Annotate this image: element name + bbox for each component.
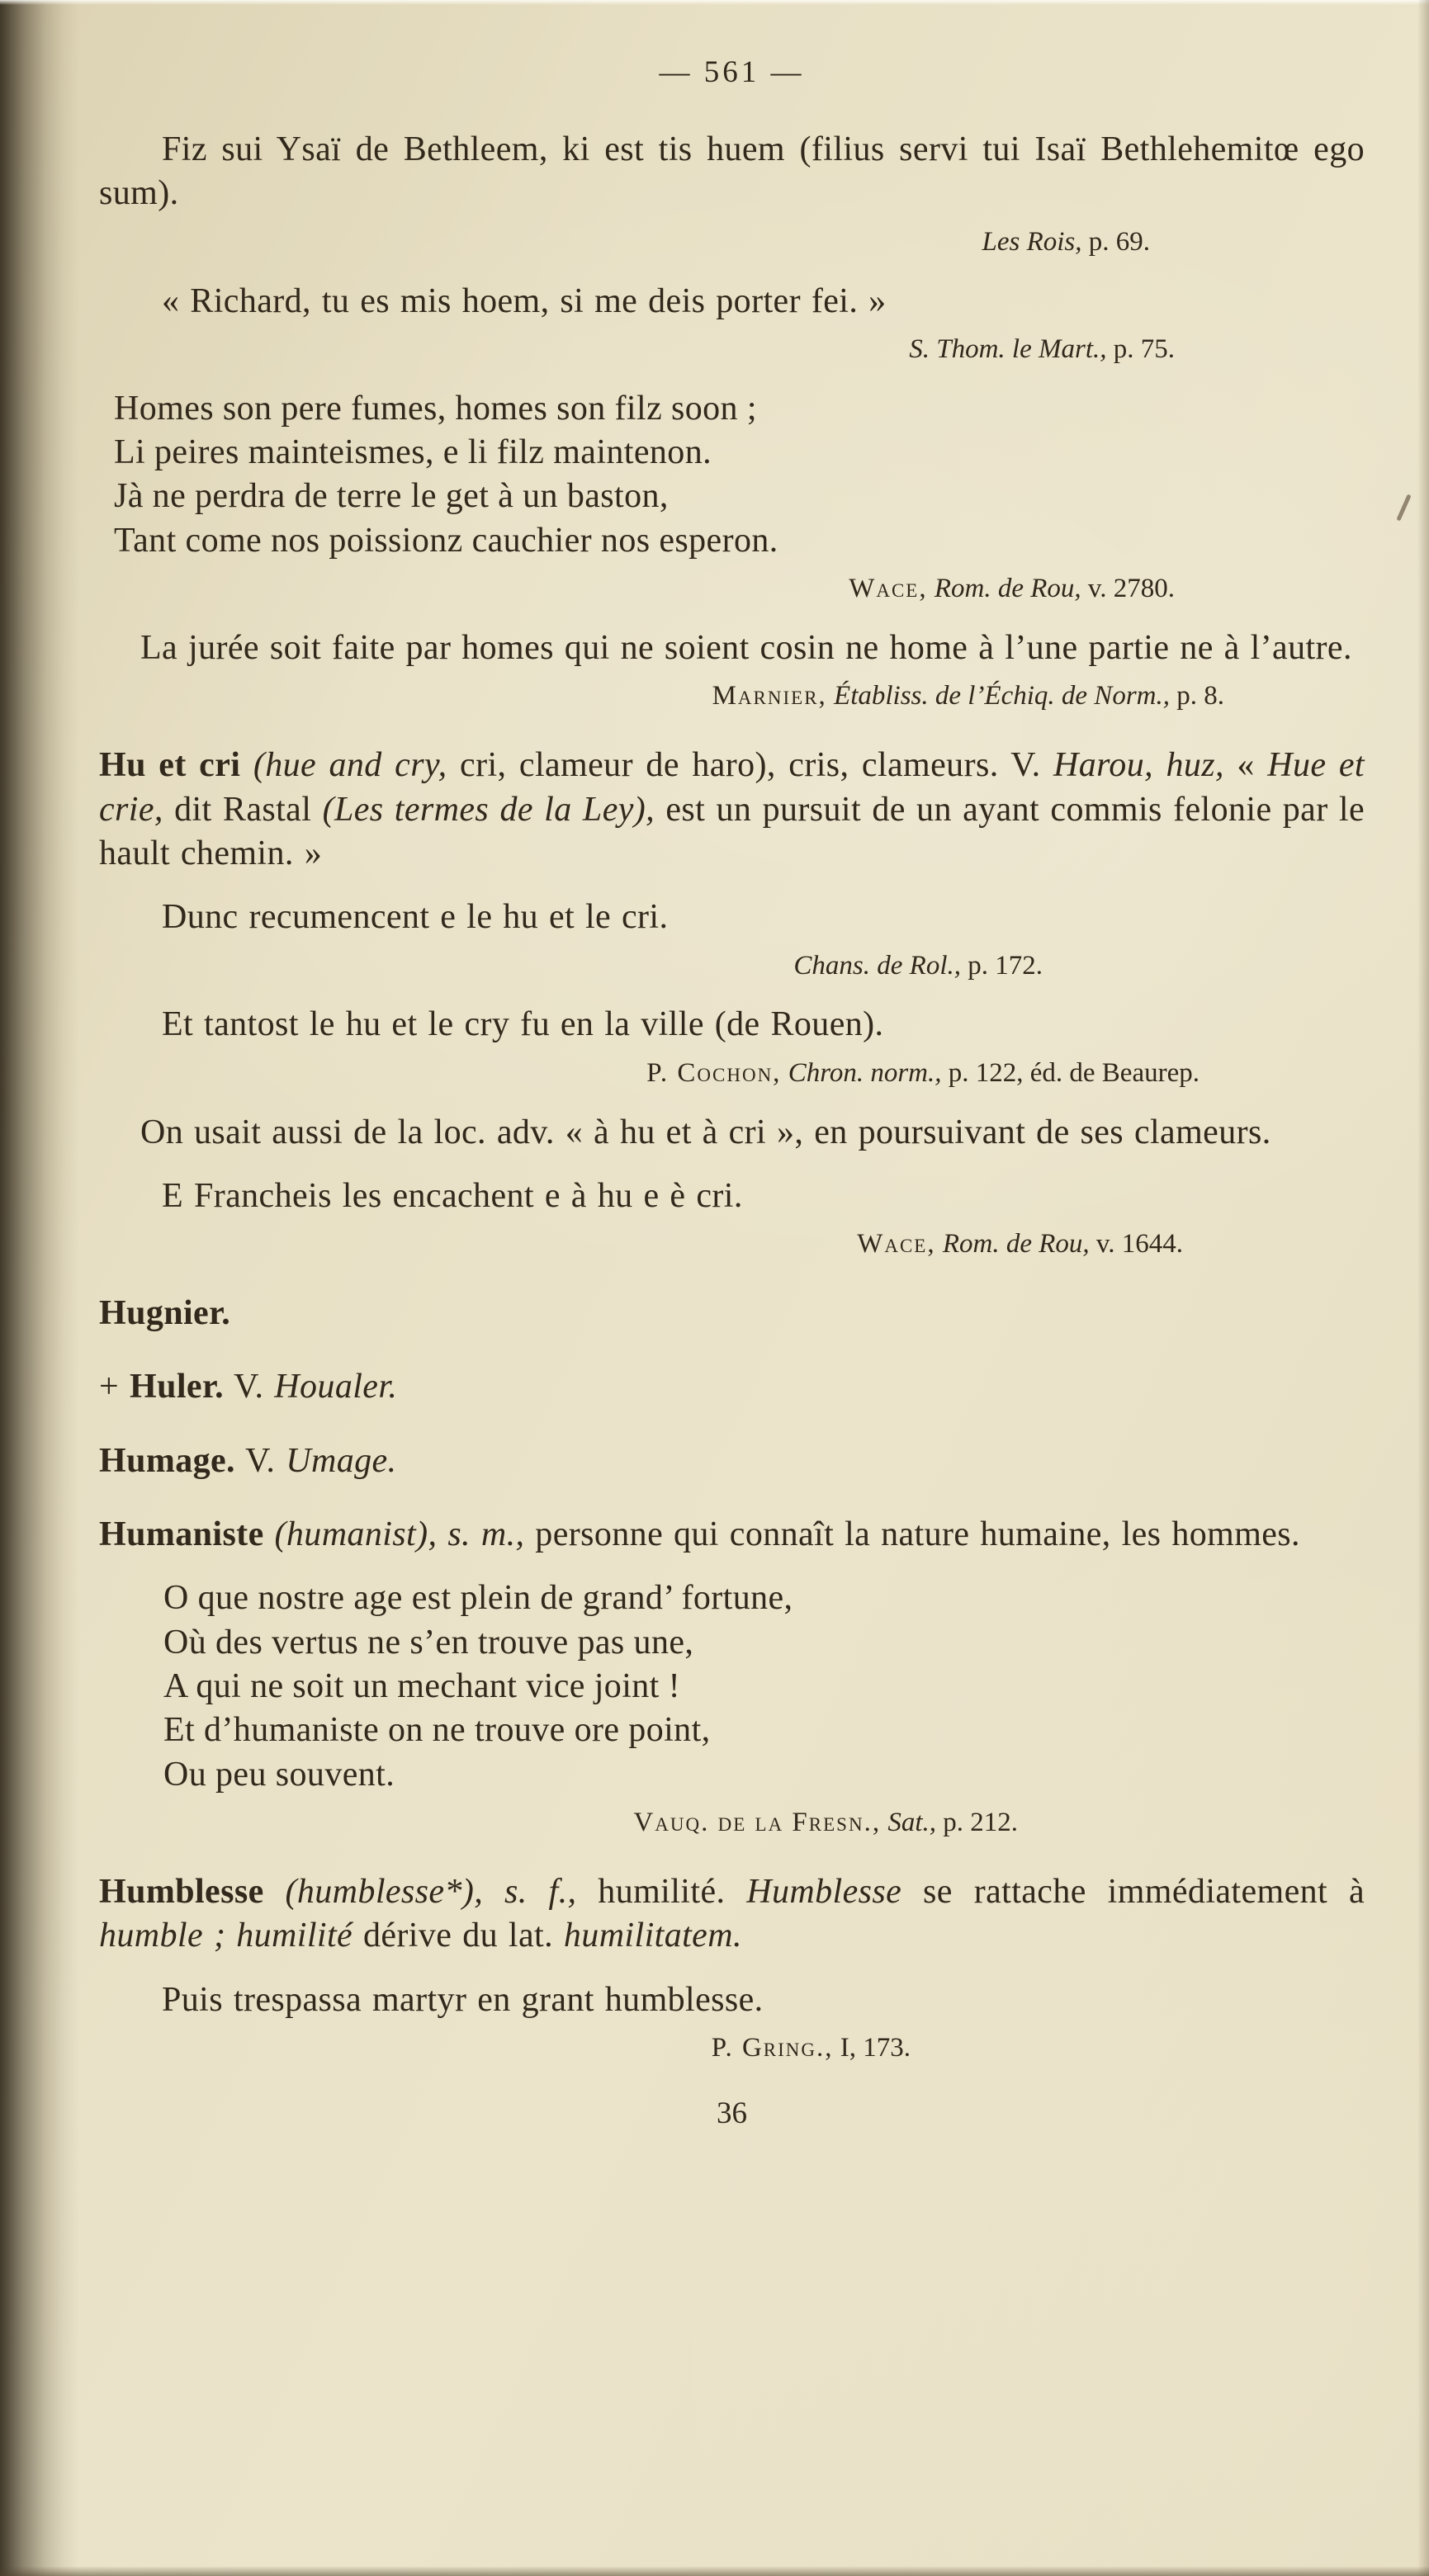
citation-author: Wace, (849, 574, 928, 604)
citation-marnier (99, 678, 1365, 714)
entry-text: dérive du lat. (353, 1917, 564, 1955)
headword: Humaniste (99, 1515, 275, 1554)
entry-etymon: (hue and cry, (253, 746, 447, 785)
verse-line: Li peires mainteismes, e li filz maintenon. (114, 433, 712, 472)
quotation-francheis (99, 1175, 1365, 1218)
citation-ref: v. 2780. (1081, 574, 1175, 604)
entry-word: humble ; humilité (99, 1917, 353, 1955)
citation-author: Marnier, (712, 681, 827, 711)
verse-homes (114, 387, 1365, 563)
quotation-text: Fiz sui Ysaï de Bethleem, ki est tis huem (filius servi tui Isaï Bethlehemitœ ego sum). (99, 130, 1365, 213)
citation-author: P. Gring., (711, 2032, 834, 2063)
citation-work: Les Rois, (982, 226, 1082, 257)
citation-ref: p. 212. (936, 1808, 1018, 1838)
citation-work: Chron. norm., (781, 1057, 942, 1088)
verse-line: Homes son pere fumes, homes son filz soon ; (114, 389, 757, 428)
citation-author: P. Cochon, (646, 1057, 782, 1088)
headword: Hu et cri (99, 746, 253, 785)
page-edge-top (0, 0, 1429, 5)
entry-crossref: Harou, huz, (1053, 746, 1224, 785)
entry-definition: personne qui connaît la nature humaine, les hommes. (524, 1515, 1300, 1554)
citation-ref: p. 122, éd. de Beaurep. (941, 1057, 1200, 1088)
entry-huler (99, 1365, 1365, 1409)
quotation-text: « Richard, tu es mis hoem, si me deis porter fei. » (162, 281, 887, 320)
citation-author: Vauq. de la Fresn., (633, 1808, 882, 1838)
citation-ref: p. 8. (1170, 681, 1224, 711)
citation-work: Chans. de Rol., (793, 950, 961, 981)
entry-hu-et-cri (99, 744, 1365, 876)
citation-les-rois (99, 225, 1365, 260)
citation-wace-rou-2780 (99, 571, 1365, 607)
quotation-text: E Francheis les encachent e à hu e è cri. (162, 1176, 743, 1215)
citation-ref: I, 173. (833, 2032, 911, 2063)
headword: Huler. (130, 1368, 225, 1406)
signature-number: 36 (717, 2096, 747, 2130)
entry-etymon: (humanist), (274, 1515, 448, 1554)
entry-humaniste (99, 1513, 1365, 1557)
entry-work: (Les termes de la Ley), (322, 790, 655, 829)
quotation-richard (99, 280, 1365, 324)
quotation-text: Et tantost le hu et le cry fu en la ville (de Rouen). (162, 1005, 884, 1044)
headword: Humblesse (99, 1873, 286, 1911)
verse-line: Tant come nos poissionz cauchier nos esperon. (114, 521, 778, 560)
headword: Hugnier. (99, 1294, 231, 1333)
obsolete-mark: + (99, 1368, 130, 1406)
entry-text: dit Rastal (163, 790, 323, 829)
verse-line: O que nostre age est plein de grand’ fortune, (163, 1579, 793, 1618)
entry-crossref: Umage. (286, 1441, 397, 1480)
paragraph-on-usait (99, 1111, 1365, 1155)
quotation-tantost (99, 1003, 1365, 1047)
citation-vauquelin (99, 1805, 1365, 1841)
citation-cochon (99, 1056, 1365, 1091)
entry-quote: Hue et crie, (99, 746, 1365, 829)
citation-work: Établiss. de l’Échiq. de Norm., (826, 681, 1170, 711)
entry-humblesse (99, 1870, 1365, 1959)
citation-ref: v. 1644. (1089, 1229, 1183, 1260)
verse-line: Ou peu souvent. (163, 1755, 395, 1794)
verse-line: Où des vertus ne s’en trouve pas une, (163, 1623, 694, 1661)
entry-crossref: Houaler. (274, 1368, 398, 1406)
verse-line: A qui ne soit un mechant vice joint ! (163, 1667, 681, 1706)
entry-definition: humilité. (576, 1873, 747, 1911)
entry-text: V. (224, 1368, 275, 1406)
verse-line: Et d’humaniste on ne trouve ore point, (163, 1711, 711, 1750)
page-edge-bottom (0, 2566, 1429, 2576)
entry-hugnier (99, 1292, 1365, 1335)
entry-pos: s. f., (504, 1873, 577, 1911)
citation-ref: p. 75. (1106, 333, 1175, 364)
verse-line: Jà ne perdra de terre le get à un baston, (114, 477, 669, 516)
page-number: — 561 — (659, 55, 805, 89)
citation-s-thom (99, 332, 1365, 367)
citation-work: Rom. de Rou, (927, 574, 1081, 604)
verse-nostre-age (163, 1576, 1365, 1797)
citation-work: Rom. de Rou, (935, 1229, 1090, 1260)
entry-word: humilitatem. (563, 1917, 742, 1955)
headword: Humage. (99, 1441, 235, 1480)
citation-ref: p. 69. (1081, 226, 1150, 257)
quotation-text: Dunc recumencent e le hu et le cri. (162, 898, 669, 937)
entry-text: V. (234, 1441, 286, 1480)
entry-etymon: (humblesse*), (285, 1873, 505, 1911)
citation-chans-rol (99, 948, 1365, 984)
citation-wace-rou-1644 (99, 1227, 1365, 1262)
entry-text: « (1223, 746, 1268, 785)
quotation-puis (99, 1978, 1365, 2022)
entry-text: cri, clameur de haro), cris, clameurs. V. (447, 746, 1053, 785)
entry-humage (99, 1439, 1365, 1483)
citation-ref: p. 172. (961, 950, 1043, 981)
entry-text: se rattache immédiatement à (901, 1873, 1365, 1911)
entry-word: Humblesse (746, 1873, 902, 1911)
citation-work: Sat., (881, 1808, 936, 1838)
citation-work: S. Thom. le Mart., (909, 333, 1107, 364)
paragraph-text: La jurée soit faite par homes qui ne soient cosin ne home à l’une partie ne à l’autre. (140, 628, 1352, 667)
paragraph-text: On usait aussi de la loc. adv. « à hu et à cri », en poursuivant de ses clameurs. (140, 1113, 1271, 1151)
quotation-fiz (99, 128, 1365, 216)
entry-pos: s. m., (447, 1515, 525, 1554)
citation-gringore (99, 2030, 1365, 2066)
quotation-dunc (99, 896, 1365, 939)
paragraph-la-juree (99, 626, 1365, 670)
page-edge-right (1417, 0, 1429, 2576)
entry-text: est un pursuit de un ayant commis felonie par le hault chemin. » (99, 790, 1365, 872)
citation-author: Wace, (857, 1229, 936, 1260)
quotation-text: Puis trespassa martyr en grant humblesse. (162, 1980, 764, 2019)
